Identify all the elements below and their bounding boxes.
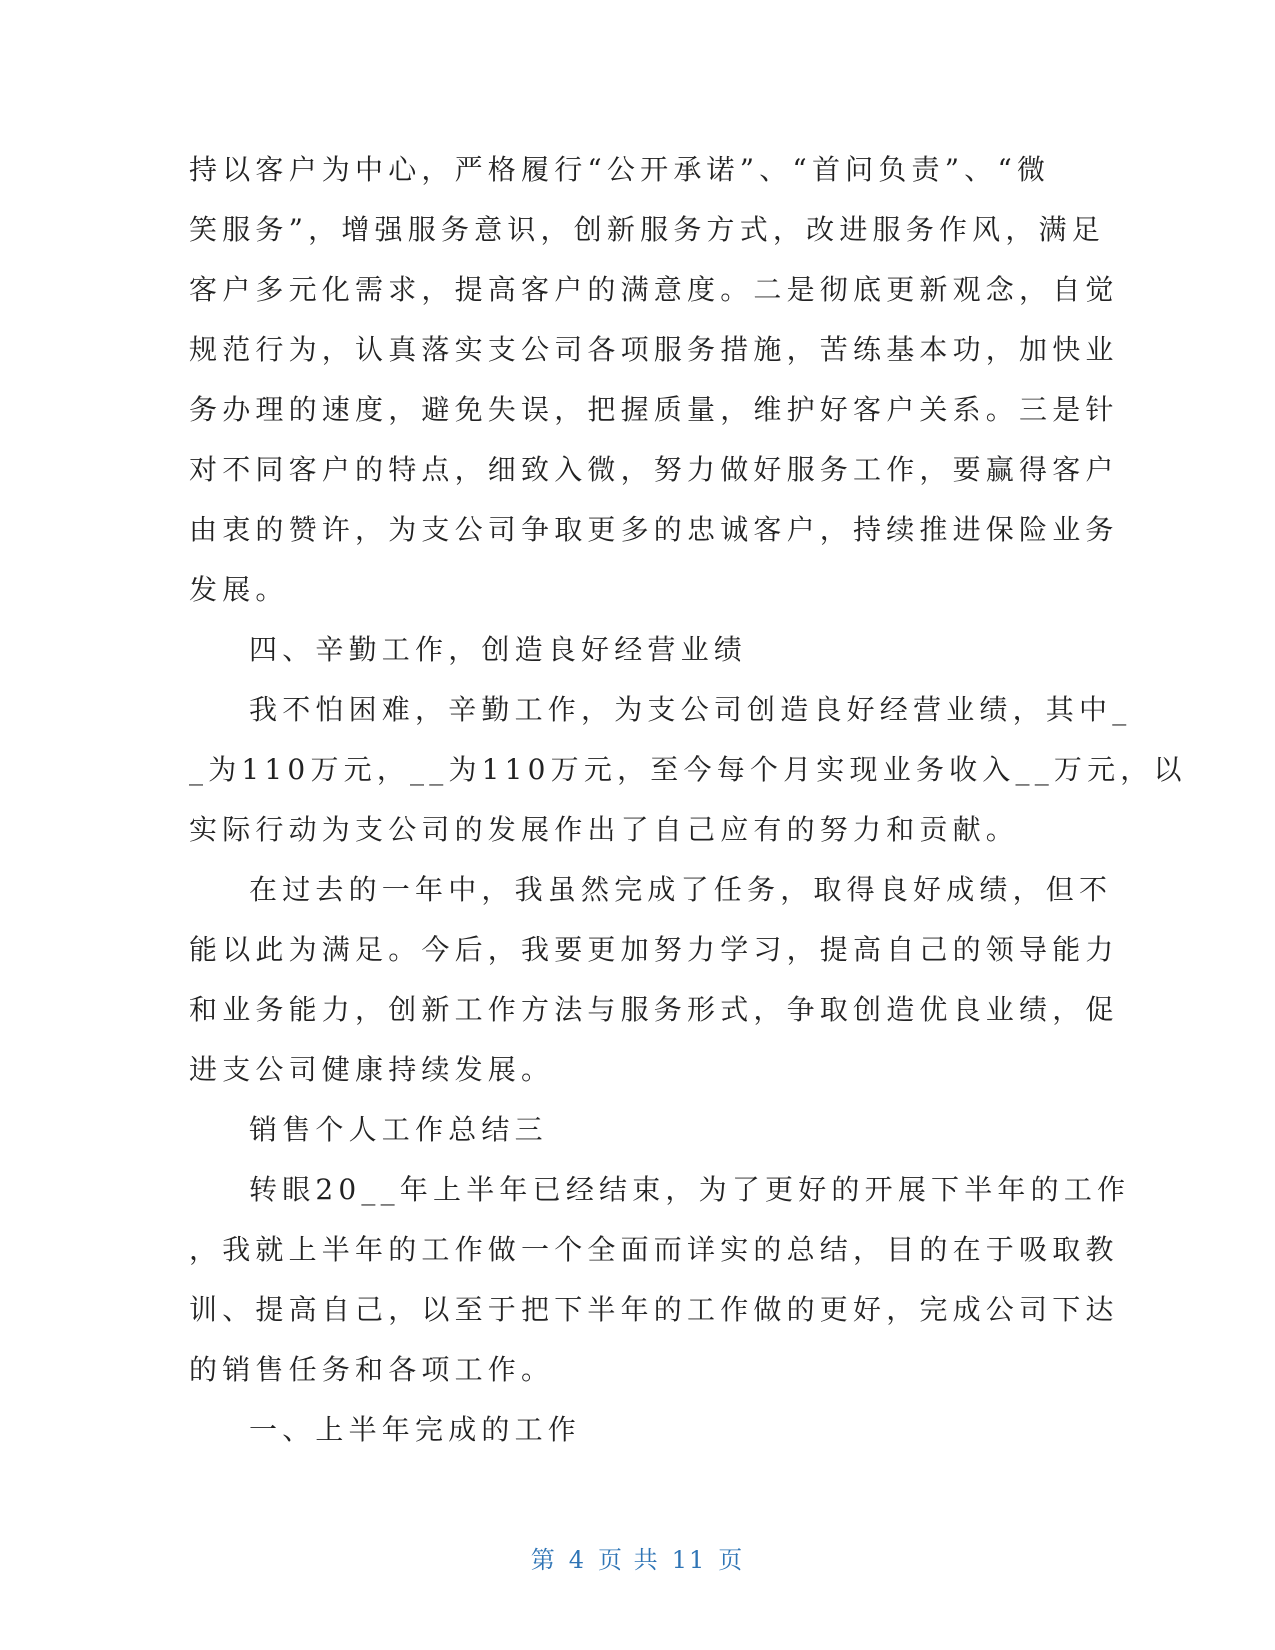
paragraph-line: 对不同客户的特点，细致入微，努力做好服务工作，要赢得客户 [189, 453, 1119, 486]
paragraph-line: 客户多元化需求，提高客户的满意度。二是彻底更新观念，自觉 [189, 273, 1119, 306]
section-title: 销售个人工作总结三 [249, 1113, 548, 1146]
paragraph-line: 务办理的速度，避免失误，把握质量，维护好客户关系。三是针 [189, 393, 1119, 426]
paragraph-line: 的销售任务和各项工作。 [189, 1353, 555, 1386]
paragraph-line: 发展。 [189, 573, 289, 606]
current-page-number: 4 [568, 1546, 587, 1574]
paragraph-line: 实际行动为支公司的发展作出了自己应有的努力和贡献。 [189, 813, 1020, 846]
paragraph-line: 在过去的一年中，我虽然完成了任务，取得良好成绩，但不 [249, 873, 1113, 906]
total-pages-number: 11 [671, 1546, 707, 1574]
document-body [189, 140, 1187, 1460]
page-label-suffix: 页 [718, 1546, 745, 1574]
paragraph-line: 我不怕困难，辛勤工作，为支公司创造良好经营业绩，其中_ [249, 693, 1132, 726]
paragraph-line: 和业务能力，创新工作方法与服务形式，争取创造优良业绩，促 [189, 993, 1119, 1026]
paragraph-line: ，我就上半年的工作做一个全面而详实的总结，目的在于吸取教 [189, 1233, 1119, 1266]
paragraph-line: 转眼20__年上半年已经结束，为了更好的开展下半年的工作 [249, 1173, 1131, 1206]
page-label-prefix: 第 [530, 1546, 557, 1574]
paragraph-line: 由衷的赞许，为支公司争取更多的忠诚客户，持续推进保险业务 [189, 513, 1119, 546]
paragraph-line: 规范行为，认真落实支公司各项服务措施，苦练基本功，加快业 [189, 333, 1119, 366]
page-footer [0, 1540, 1275, 1575]
section-heading: 四、辛勤工作，创造良好经营业绩 [249, 633, 748, 666]
paragraph-line: 笑服务”，增强服务意识，创新服务方式，改进服务作风，满足 [189, 213, 1105, 246]
paragraph-line: 进支公司健康持续发展。 [189, 1053, 555, 1086]
page-label-middle: 页 共 [598, 1546, 660, 1574]
section-heading: 一、上半年完成的工作 [249, 1413, 582, 1446]
paragraph-line: _为110万元，__为110万元，至今每个月实现业务收入__万元，以 [189, 753, 1187, 786]
paragraph-line: 能以此为满足。今后，我要更加努力学习，提高自己的领导能力 [189, 933, 1119, 966]
paragraph-line: 持以客户为中心，严格履行“公开承诺”、“首问负责”、“微 [189, 153, 1051, 186]
paragraph-line: 训、提高自己，以至于把下半年的工作做的更好，完成公司下达 [189, 1293, 1119, 1326]
